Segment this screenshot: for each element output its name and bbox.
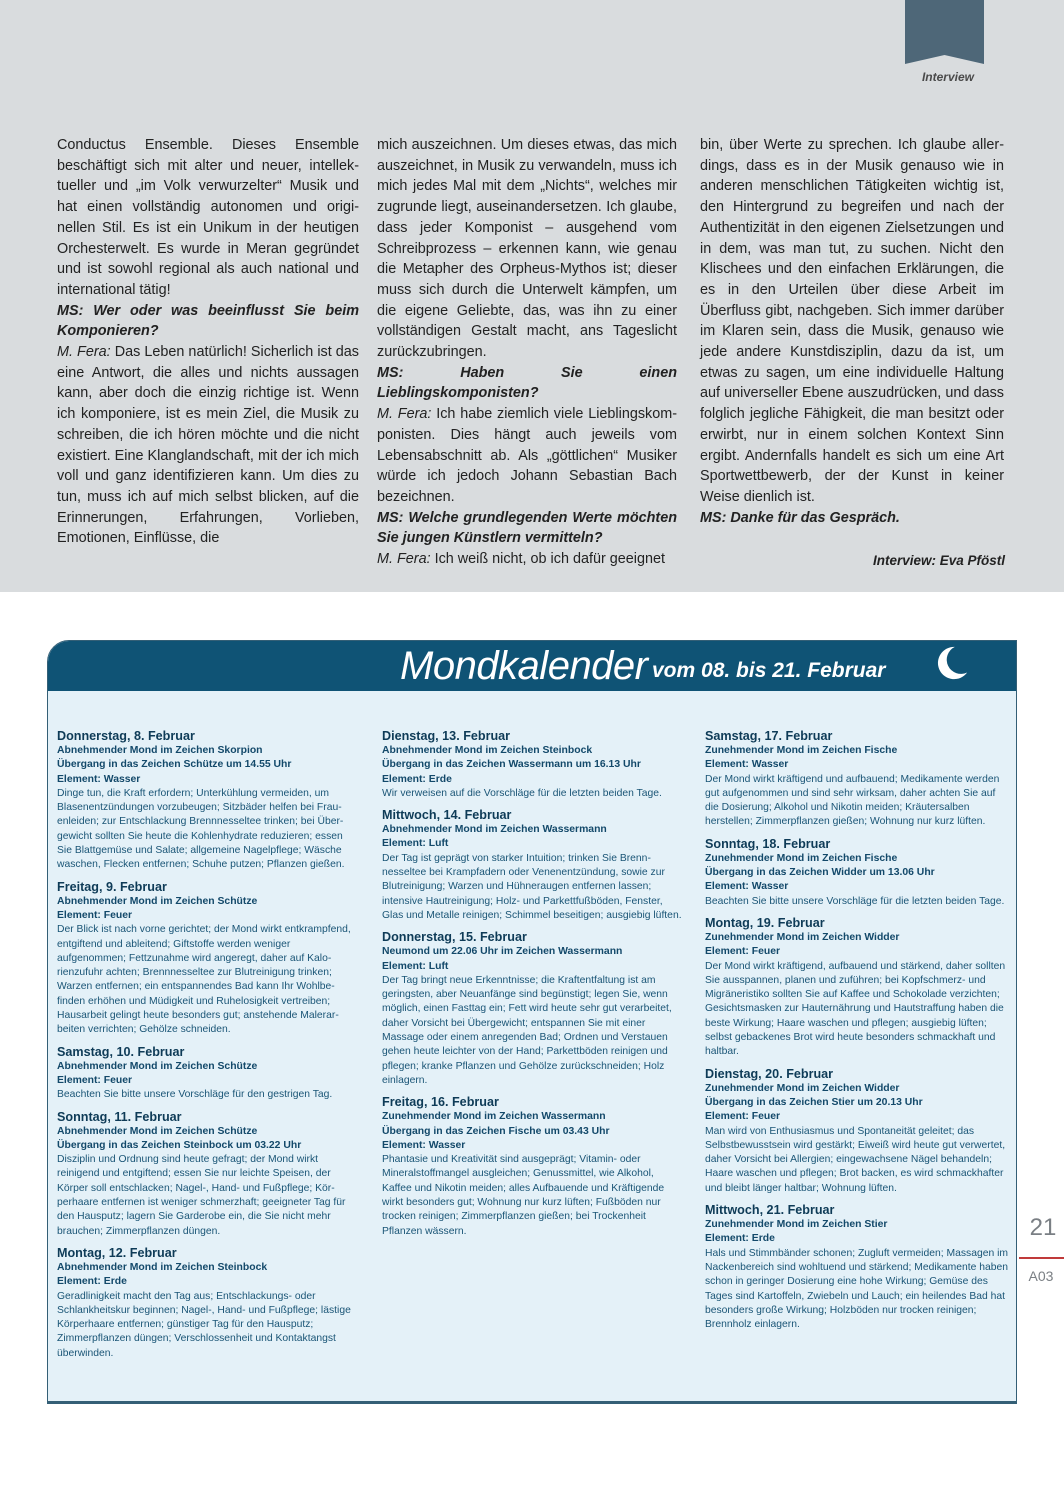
entry-date: Mittwoch, 21. Februar bbox=[705, 1203, 835, 1218]
entry-info-line: Abnehmender Mond im Zeichen Steinbock bbox=[57, 1261, 268, 1273]
entry-text: Der Tag bringt neue Erkenntnisse; die Kraftentfaltung ist am geringsten, aber Neuanfänge sind begünstigt; legen Sie, wenn möglich, einen Fasttag ein; Fett wird heute sehr gut verarbeitet, daher Vorsicht bei Übergewicht; entspannen Sie mit einer Massage oder einem anregenden Bad; Ordnen und Verstauen gehen heute leichter von der Hand; Parkettböden reinigen und pflegen; kranke Pflanzen und Gehölze zurückschneiden; Holz einlagern. bbox=[382, 974, 672, 1086]
entry-info-line: Übergang in das Zeichen Schütze um 14.55 Uhr bbox=[57, 759, 292, 771]
calendar-entry bbox=[57, 1110, 359, 1239]
entry-info-line: Element: Luft bbox=[382, 960, 449, 972]
speaker-label: M. Fera: bbox=[377, 551, 431, 568]
entry-text: Beachten Sie bitte unsere Vorschläge für die letzten beiden Tage. bbox=[705, 895, 1005, 907]
calendar-entry bbox=[57, 880, 359, 1038]
entry-text: Geradlinigkeit macht den Tag aus; Entschlackungs- oder Schlankheitskur beginnen; Nagel-, Hand- und Fußpflege; lästige Körperhaare entfernen; günstiger Tag für den Hausputz; Zimmerpflanzen düngen; Verschlossenheit und Kontaktangst überwinden. bbox=[57, 1290, 351, 1359]
entry-info-line: Element: Feuer bbox=[57, 909, 133, 921]
moon-calendar-title: Mondkalender bbox=[400, 644, 648, 688]
interview-answer bbox=[377, 404, 677, 508]
divider bbox=[48, 1401, 1016, 1403]
entry-info-line: Zunehmender Mond im Zeichen Fische bbox=[705, 745, 898, 756]
paragraph: mich auszeichnen. Um dieses etwas, das mich auszeichnet, in Musik zu verwandeln, muss ich mich jedes Mal mit dem „Nichts“, welches mir zugrunde liegt, auseinandersetzen. Ich glaube, dass jeder Komponist – ausgehend vom Schreibprozess – erkennen kann, wie genau die Metapher des Orpheus-Mythos ist; dieser muss sich durch die Unterwelt kämpfen, um die eigene Geliebte, das, was ihn zu einer vollständigen Gestalt macht, ans Tageslicht zurückzubringen. bbox=[377, 137, 677, 361]
entry-date: Donnerstag, 15. Februar bbox=[382, 930, 527, 945]
calendar-entry bbox=[382, 808, 686, 923]
moon-calendar-box bbox=[47, 640, 1017, 1404]
entry-info-line: Element: Erde bbox=[57, 1276, 127, 1288]
interview-column-1 bbox=[57, 135, 359, 549]
entry-date: Sonntag, 18. Februar bbox=[705, 836, 831, 851]
answer-text: Ich habe ziemlich viele Lieblingskomponisten. Dies hängt auch jeweils vom Lebensabschnitt ab. Als „göttlichen“ Musiker würde ich jedoch Johann Sebastian Bach bezeichnen. bbox=[377, 406, 678, 505]
entry-info-line: Übergang in das Zeichen Stier um 20.13 Uhr bbox=[705, 1096, 923, 1108]
speaker-label: M. Fera: bbox=[57, 344, 111, 361]
calendar-entry bbox=[705, 729, 1009, 830]
entry-info-line: Zunehmender Mond im Zeichen Wassermann bbox=[382, 1111, 606, 1123]
entry-text: Beachten Sie bitte unsere Vorschläge für den gestrigen Tag. bbox=[57, 1089, 333, 1101]
interview-answer bbox=[377, 549, 677, 570]
entry-info-line: Element: Erde bbox=[705, 1233, 775, 1245]
page-number-rule bbox=[1019, 1257, 1064, 1259]
page-number: 21 bbox=[1029, 1214, 1057, 1241]
entry-date: Montag, 19. Februar bbox=[705, 915, 825, 930]
entry-info-line: Element: Wasser bbox=[705, 759, 789, 771]
entry-date: Donnerstag, 8. Februar bbox=[57, 729, 195, 743]
crescent-moon-icon bbox=[932, 644, 970, 682]
entry-info-line: Übergang in das Zeichen Steinbock um 03.22 Uhr bbox=[57, 1139, 302, 1151]
interview-answer bbox=[57, 342, 359, 549]
entry-info-line: Zunehmender Mond im Zeichen Widder bbox=[705, 1082, 900, 1094]
calendar-entry bbox=[705, 1067, 1009, 1196]
entry-date: Freitag, 9. Februar bbox=[57, 879, 167, 894]
entry-info-line: Neumond um 22.06 Uhr im Zeichen Wassermann bbox=[382, 946, 623, 958]
entry-info-line: Übergang in das Zeichen Wassermann um 16.13 Uhr bbox=[382, 759, 641, 771]
calendar-entry bbox=[57, 1246, 359, 1361]
entry-date: Sonntag, 11. Februar bbox=[57, 1109, 182, 1124]
moon-calendar-header bbox=[48, 641, 1016, 691]
entry-info-line: Element: Luft bbox=[382, 838, 449, 850]
entry-info-line: Abnehmender Mond im Zeichen Schütze bbox=[57, 895, 258, 907]
entry-info-line: Zunehmender Mond im Zeichen Fische bbox=[705, 852, 898, 864]
entry-text: Hals und Stimmbänder schonen; Zugluft vermeiden; Massagen im Nackenbereich sind wohltuend und stärkend; Medikamente haben schon in geringer Dosierung eine hohe Wirkung; Gemüse des Tages sind Kartoffeln, Zwiebeln und Lauch; ein heilendes Bad hat besonders große Wirkung; Holzböden nur trocken reinigen; Brennholz einlagern. bbox=[705, 1247, 1009, 1331]
entry-info-line: Element: Wasser bbox=[705, 881, 789, 893]
calendar-entry bbox=[57, 1045, 359, 1103]
entry-date: Montag, 12. Februar bbox=[57, 1245, 177, 1260]
entry-text: Disziplin und Ordnung sind heute gefragt; der Mond wirkt reinigend und entgiftend; essen Sie nur leichte Speisen, der Körper soll entschlacken; Nagel-, Hand- und Fußpflege; Körperhaare entfernen ist weniger schmerzhaft; geeigneter Tag für den Hausputz; lagern Sie Garderobe ein, die Sie nicht mehr brauchen; Zimmerpflanzen düngen. bbox=[57, 1154, 346, 1237]
entry-info-line: Element: Feuer bbox=[705, 946, 781, 958]
section-label: Interview bbox=[921, 70, 974, 84]
entry-date: Samstag, 10. Februar bbox=[57, 1044, 185, 1059]
calendar-entry bbox=[382, 729, 686, 801]
entry-info-line: Abnehmender Mond im Zeichen Wassermann bbox=[382, 824, 607, 836]
speaker-label: M. Fera: bbox=[377, 406, 432, 423]
entry-info-line: Abnehmender Mond im Zeichen Steinbock bbox=[382, 745, 593, 756]
entry-info-line: Zunehmender Mond im Zeichen Stier bbox=[705, 1219, 888, 1231]
entry-date: Samstag, 17. Februar bbox=[705, 729, 833, 743]
calendar-entry bbox=[57, 729, 359, 873]
entry-info-line: Abnehmender Mond im Zeichen Schütze bbox=[57, 1125, 258, 1137]
entry-info-line: Element: Feuer bbox=[705, 1111, 781, 1123]
calendar-entry bbox=[382, 1095, 686, 1239]
entry-date: Mittwoch, 14. Februar bbox=[382, 808, 512, 823]
entry-text: Dinge tun, die Kraft erfordern; Unterkühlung vermeiden, um Blasenentzündungen vorzubeugen; Sitzbäder helfen bei Frauenleiden; zur Entschlackung Brennnesseltee trinken; bei Übergewicht sollten Sie heute die Kohlenhydrate reduzieren; essen Sie Blattgemüse und Salate; allgemeine Nagelpflege; Wäsche waschen, Flecken entfernen; Schuhe putzen; Pflanzen gießen. bbox=[57, 787, 345, 871]
calendar-entry bbox=[705, 916, 1009, 1060]
interview-question: MS: Wer oder was beeinflusst Sie beim Komponieren? bbox=[57, 302, 359, 340]
entry-text: Man wird von Enthusiasmus und Spontaneität geleitet; das Selbstbewusstsein wird gestärkt; Eiweiß wird heute gut verwertet, daher Vorsicht bei Allergien; eingewachsene Nägel behandeln; Haare waschen und pflegen; Brot backen, es wird schmackhafter und bleibt länger haltbar; Wohnung lüften. bbox=[705, 1125, 1006, 1194]
paragraph: bin, über Werte zu sprechen. Ich glaube allerdings, dass es in der Musik genauso wie in anderen menschlichen Tätigkeiten wichtig ist, den Hintergrund zu begreifen und nach der Authentizität in den eigenen Zielsetzungen und in dem, was man tut, zu suchen. Nicht den Klischees und den einfachen Erklärungen, die es in den Urteilen über diese Arbeit im Überfluss gibt, nachgeben. Sich immer darüber im Klaren sein, dass die Musik, genauso wie jede andere Kunstdisziplin, dazu da ist, um etwas zu sagen, um eine individuelle Haltung auf universeller Ebene auszudrücken, und dass folglich jegliche Fähigkeit, die man besitzt oder erwirbt, nur in einem solchen Kontext Sinn ergibt. Andernfalls handelt es sich um eine Art Sportwettbewerb, der der Kunst in keiner Weise dienlich ist. bbox=[700, 137, 1004, 505]
entry-info-line: Element: Wasser bbox=[57, 773, 141, 785]
entry-info-line: Übergang in das Zeichen Fische um 03.43 Uhr bbox=[382, 1125, 610, 1137]
interview-question: MS: Haben Sie einen Lieblingskomponisten? bbox=[377, 364, 677, 402]
entry-text: Der Tag ist geprägt von starker Intuition; trinken Sie Brennnesseltee bei Krampfadern oder Venenentzündung, sowie zur Blutreinigung; Warzen und Hühneraugen entfernen lassen; intensive Hautreinigung; Holz- und Parkettfußböden, Fenster, Glas und Metalle reinigen; Schimmel beseitigen; ausgiebig lüften. bbox=[382, 852, 682, 921]
entry-text: Der Blick ist nach vorne gerichtet; der Mond wirkt entkrampfend, entgiftend und ableitend; Giftstoffe werden weniger aufgenommen; Fettzunahme wird angeregt, daher auf Kalorienzufuhr achten; Brennnesseltee zur Blutreinigung trinken; Warzen entfernen; ein entspannendes Bad kann Ihr Wohlbefinden erhöhen und Müdigkeit und Ruhelosigkeit vertreiben; Hausarbeit gelingt heute besonders gut; anstehende Malerarbeiten verrichten; Gehölze schneiden. bbox=[57, 924, 351, 1036]
entry-info-line: Zunehmender Mond im Zeichen Widder bbox=[705, 931, 900, 943]
entry-info-line: Element: Wasser bbox=[382, 1139, 466, 1151]
entry-info-line: Übergang in das Zeichen Widder um 13.06 Uhr bbox=[705, 867, 935, 879]
entry-date: Freitag, 16. Februar bbox=[382, 1095, 499, 1110]
entry-text: Wir verweisen auf die Vorschläge für die letzten beiden Tage. bbox=[382, 787, 662, 799]
interview-column-3 bbox=[700, 135, 1004, 528]
moon-calendar-column-2 bbox=[382, 729, 686, 1246]
answer-text: Das Leben natürlich! Sicherlich ist das eine Antwort, die alles und nichts aussagen kann, aber doch die einzig richtige ist. Wenn ich komponiere, ist es mein Ziel, die Musik zu schreiben, die ich hören möchte und die nicht existiert. Eine Klanglandschaft, mit der ich mich voll und ganz identifizieren kann. Um dies zu tun, muss ich auf mich selbst blicken, auf die Erinnerungen, Erfahrungen, Vorlieben, Emotionen, Einflüsse, die bbox=[57, 344, 359, 547]
interview-column-2 bbox=[377, 135, 677, 570]
calendar-entry bbox=[705, 1203, 1009, 1332]
entry-text: Der Mond wirkt kräftigend und aufbauend; Medikamente werden gut aufgenommen und sind sehr wirksam, daher achten Sie auf die Dosierung; Alkohol und Nikotin meiden; Kräutersalben herstellen; Zimmerpflanzen gießen; Wohnung nur kurz lüften. bbox=[705, 773, 1000, 828]
moon-calendar-range: vom 08. bis 21. Februar bbox=[652, 659, 886, 682]
entry-info-line: Element: Feuer bbox=[57, 1074, 133, 1086]
entry-text: Phantasie und Kreativität sind ausgeprägt; Vitamin- oder Mineralstoffmangel ausgleichen; Genussmittel, wie Alkohol, Kaffee und Nikotin meiden; alles Aufbauende und Kräftigende wirkt besonders gut; Wohnung nur kurz lüften; Fußböden nur trocken reinigen; Zimmerpflanzen gießen; bei Trockenheit Pflanzen wässern. bbox=[382, 1154, 665, 1237]
interview-question: MS: Danke für das Gespräch. bbox=[700, 509, 900, 526]
calendar-entry bbox=[382, 930, 686, 1088]
moon-calendar-column-1 bbox=[57, 729, 359, 1368]
section-tab-marker bbox=[905, 0, 984, 64]
entry-date: Dienstag, 20. Februar bbox=[705, 1066, 834, 1081]
calendar-entry bbox=[705, 837, 1009, 909]
entry-date: Dienstag, 13. Februar bbox=[382, 729, 511, 743]
entry-info-line: Abnehmender Mond im Zeichen Schütze bbox=[57, 1060, 258, 1072]
answer-text: Ich weiß nicht, ob ich dafür geeignet bbox=[430, 551, 665, 568]
interview-question: MS: Welche grundlegenden Werte möchten Sie jungen Künstlern vermitteln? bbox=[377, 509, 677, 547]
page-code: A03 bbox=[1028, 1268, 1054, 1284]
paragraph: Conductus Ensemble. Dieses Ensemble beschäftigt sich mit alter und neuer, intellektueller und „im Volk verwurzelter“ Musik und hat einen vollständig autonomen und originellen Stil. Es ist ein Unikum in der heutigen Orchesterwelt. Es wurde in Meran gegründet und ist sowohl regional als auch national und international tätig! bbox=[57, 137, 359, 298]
moon-calendar-column-3 bbox=[705, 729, 1009, 1339]
entry-text: Der Mond wirkt kräftigend, aufbauend und stärkend, daher sollten Sie ausspannen, planen und zuführen; bei Kopfschmerz- und Migräneristiko sollten Sie auf Kaffee und Schokolade verzichten; Gesichtsmasken zur Hauternährung und Hautstraffung haben die beste Wirkung; Haare waschen und pflegen; ausgiebig lüften; selbst gebackenes Brot wird heute besonders schmackhaft und haltbar. bbox=[705, 960, 1006, 1058]
entry-info-line: Element: Erde bbox=[382, 773, 452, 785]
entry-info-line: Abnehmender Mond im Zeichen Skorpion bbox=[57, 745, 263, 756]
interview-credit: Interview: Eva Pföstl bbox=[872, 553, 1005, 568]
